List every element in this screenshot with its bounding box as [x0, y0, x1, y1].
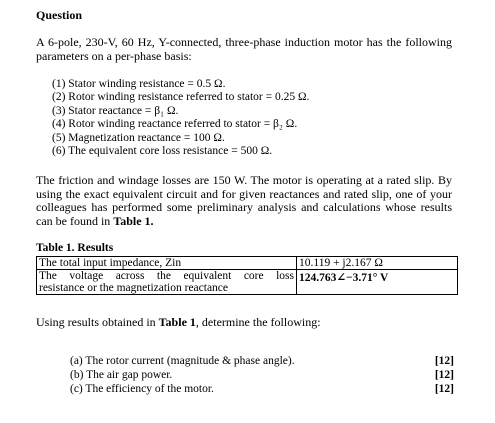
losses-paragraph	[36, 174, 452, 228]
subquestion-item: (a) The rotor current (magnitude & phase angle). [12]	[70, 355, 454, 367]
subquestion-item: (c) The efficiency of the motor. [12]	[70, 383, 454, 395]
table-cell-label: The voltage across the equivalent core loss resistance or the magnetization reactance	[37, 270, 297, 295]
instruction-line: Using results obtained in Table 1, determine the following:	[36, 315, 321, 329]
table-reference: Table 1.	[113, 213, 154, 228]
parameter-item: (1) Stator winding resistance = 0.5 Ω.	[52, 78, 226, 90]
intro-paragraph: A 6-pole, 230-V, 60 Hz, Y-connected, three-phase induction motor has the following parameters on a per-phase basis:	[36, 35, 452, 63]
table-cell-value: 124.763∠−3.71° V	[297, 270, 458, 295]
subquestion-list	[70, 354, 454, 396]
table-caption: Table 1. Results	[36, 242, 114, 254]
marks-label: [12]	[434, 355, 454, 367]
question-heading: Question	[36, 8, 83, 22]
parameter-item: (2) Rotor winding resistance referred to stator = 0.25 Ω.	[52, 91, 310, 104]
parameter-item: (5) Magnetization reactance = 100 Ω.	[52, 131, 225, 144]
parameter-item: (6) The equivalent core loss resistance = 500 Ω.	[52, 145, 273, 158]
table-row	[37, 257, 458, 270]
results-table	[36, 256, 458, 295]
parameter-item: (3) Stator reactance = β₁ Ω.	[52, 104, 179, 117]
losses-text: The friction and windage losses are 150 W. The motor is operating at a rated slip. By using the exact equivalent circuit and for given reactances and rated slip, one of your colleagues has performed some preliminary analysis and calculations whose results can be found in	[36, 173, 452, 228]
marks-label: [12]	[434, 383, 454, 395]
table-cell-label: The total input impedance, Zin	[37, 257, 297, 270]
parameter-list	[52, 78, 309, 158]
subquestion-item: (b) The air gap power. [12]	[70, 369, 454, 381]
table-row	[37, 270, 458, 295]
table-cell-value: 10.119 + j2.167 Ω	[297, 257, 458, 270]
parameter-item: (4) Rotor winding reactance referred to stator = β₂ Ω.	[52, 118, 298, 131]
table-reference: Table 1	[158, 315, 196, 329]
marks-label: [12]	[434, 369, 454, 381]
